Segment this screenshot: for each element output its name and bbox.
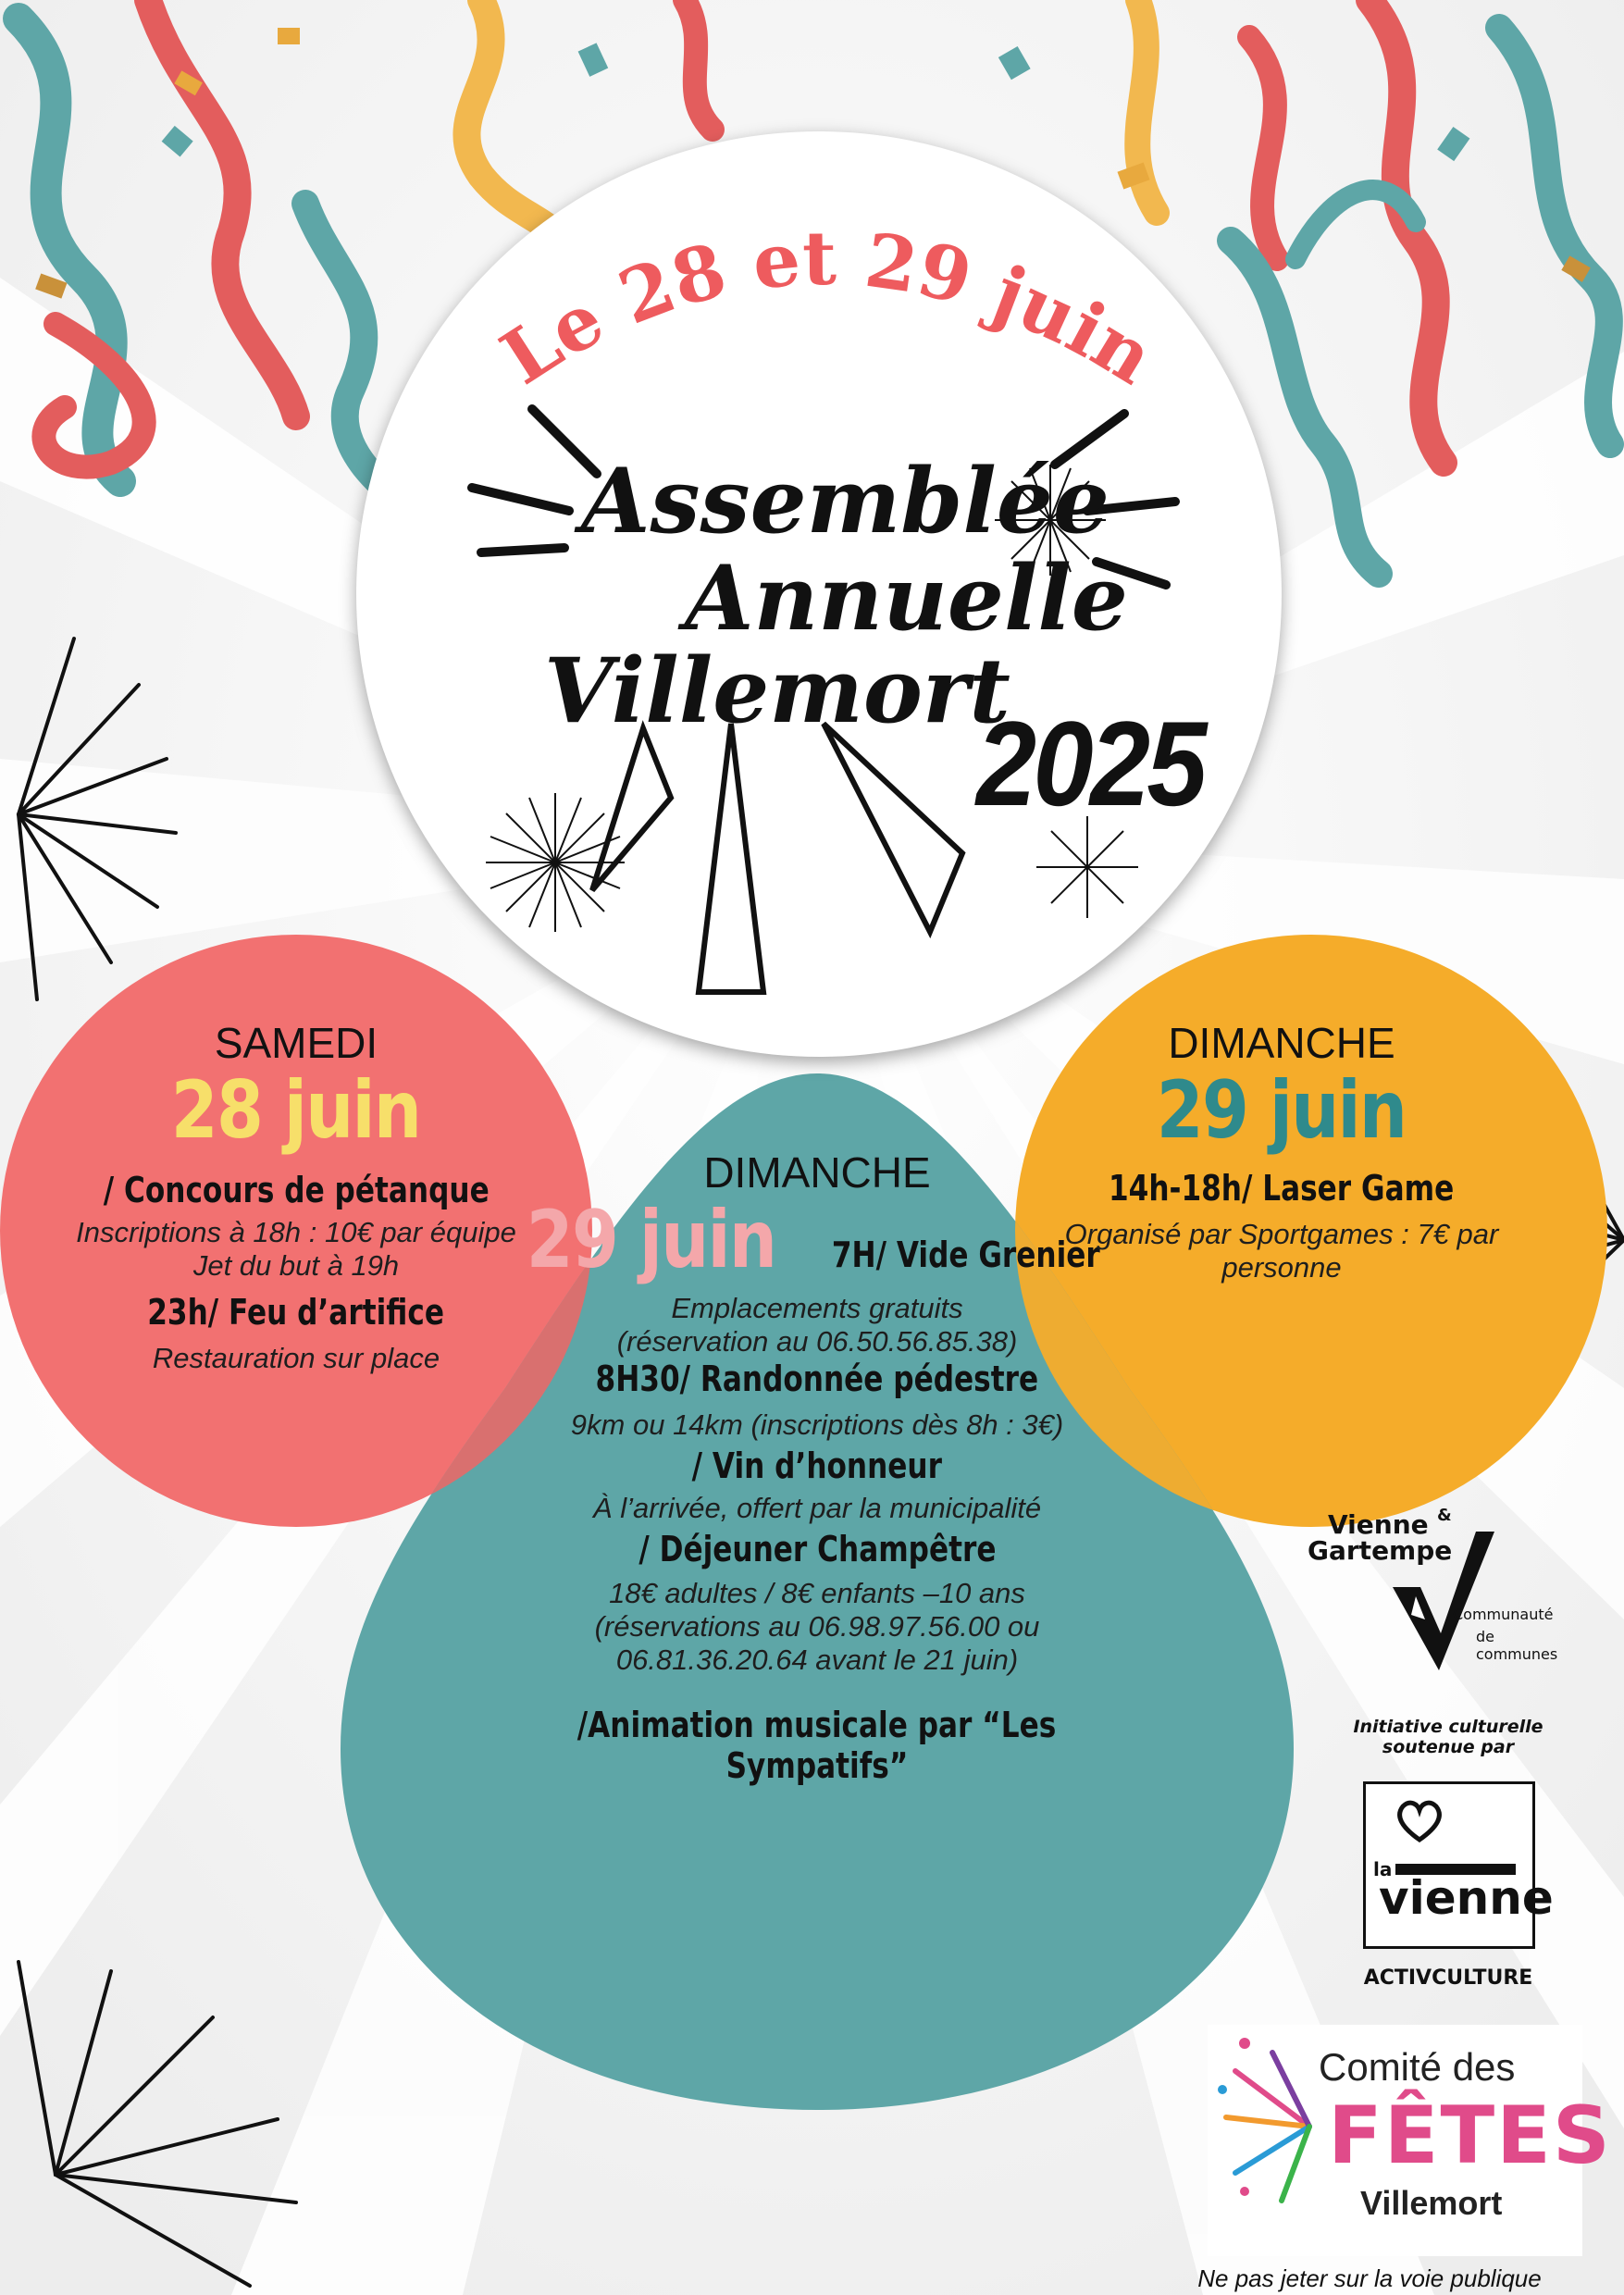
vienne-logo bbox=[1363, 1781, 1554, 1949]
sunday-event-vin-honneur: / Vin d’honneur bbox=[691, 1445, 943, 1486]
cdf-line2: FÊTES bbox=[1328, 2090, 1612, 2182]
sunday-vide-grenier-line2: (réservation au 06.50.56.85.38) bbox=[616, 1325, 1018, 1358]
firework-icon bbox=[1208, 2034, 1337, 2219]
vg-sub2: de communes bbox=[1476, 1628, 1558, 1663]
sunday-event-animation: /Animation musicale par “Les bbox=[577, 1705, 1057, 1745]
saturday-event-petanque: / Concours de pétanque bbox=[103, 1170, 490, 1210]
saturday-date: 28 juin bbox=[171, 1064, 421, 1157]
sunday-vide-grenier-line1: Emplacements gratuits bbox=[671, 1292, 963, 1324]
heart-icon bbox=[1392, 1792, 1447, 1847]
vg-sub1: Communauté bbox=[1453, 1606, 1554, 1623]
vg-line1: Vienne bbox=[1328, 1509, 1429, 1540]
vg-line2: Gartempe bbox=[1308, 1535, 1453, 1566]
sunday-right-block bbox=[1032, 1018, 1531, 1284]
title-villemort: Villemort bbox=[544, 639, 1010, 743]
sunday-dejeuner-line3: 06.81.36.20.64 avant le 21 juin) bbox=[615, 1644, 1019, 1676]
saturday-fireworks-line1: Restauration sur place bbox=[152, 1342, 440, 1374]
sunday-right-date: 29 juin bbox=[1157, 1064, 1407, 1157]
saturday-day: SAMEDI bbox=[214, 1019, 378, 1067]
sunday-center-day: DIMANCHE bbox=[703, 1148, 931, 1197]
vienne-word: vienne bbox=[1379, 1871, 1554, 1925]
sunday-dejeuner-line2: (réservations au 06.98.97.56.00 ou bbox=[594, 1610, 1040, 1643]
sunday-dejeuner-line1: 18€ adultes / 8€ enfants –10 ans bbox=[609, 1577, 1025, 1609]
support-text bbox=[1333, 1717, 1564, 1757]
sunday-randonnee-line1: 9km ou 14km (inscriptions dès 8h : 3€) bbox=[570, 1408, 1064, 1441]
sunday-event-vide-grenier: 7H/ Vide Grenier bbox=[831, 1234, 1100, 1275]
vienne-gartempe-logo bbox=[1300, 1504, 1578, 1680]
footer-notice: Ne pas jeter sur la voie publique bbox=[1197, 2264, 1542, 2292]
saturday-petanque-line1: Inscriptions à 18h : 10€ par équipe bbox=[76, 1216, 516, 1248]
sunday-laser-line1: Organisé par Sportgames : 7€ par bbox=[1064, 1218, 1499, 1250]
sunday-center-date: 29 juin bbox=[527, 1194, 776, 1286]
cdf-line1: Comité des bbox=[1319, 2045, 1516, 2089]
vienne-prefix: la bbox=[1373, 1858, 1393, 1880]
saturday-block bbox=[37, 1018, 555, 1375]
title-annuelle: Annuelle bbox=[685, 546, 1128, 651]
sunday-event-animation-line2: Sympatifs” bbox=[725, 1745, 909, 1786]
support-line1: Initiative culturelle bbox=[1353, 1717, 1543, 1737]
saturday-event-fireworks: 23h/ Feu d’artifice bbox=[147, 1292, 445, 1333]
date-line: Le 28 et 29 juin bbox=[486, 214, 1170, 402]
sunday-right-day: DIMANCHE bbox=[1168, 1019, 1395, 1067]
cdf-line3: Villemort bbox=[1360, 2184, 1503, 2222]
vg-amp: & bbox=[1437, 1506, 1452, 1525]
sunday-laser-line2: personne bbox=[1221, 1251, 1342, 1284]
activculture-label: ACTIVCULTURE bbox=[1363, 1966, 1533, 1990]
sunday-event-dejeuner: / Déjeuner Champêtre bbox=[638, 1529, 997, 1569]
sunday-vin-honneur-line1: À l’arrivée, offert par la municipalité bbox=[592, 1492, 1042, 1524]
sunday-event-laser-game: 14h-18h/ Laser Game bbox=[1109, 1168, 1455, 1209]
comite-des-fetes-logo bbox=[1208, 2025, 1612, 2256]
title-year: 2025 bbox=[976, 696, 1204, 831]
title-assemblee: Assemblée bbox=[581, 449, 1110, 553]
sunday-event-randonnee: 8H30/ Randonnée pédestre bbox=[595, 1358, 1039, 1399]
saturday-petanque-line2: Jet du but à 19h bbox=[192, 1249, 400, 1282]
support-line2: soutenue par bbox=[1382, 1737, 1515, 1757]
